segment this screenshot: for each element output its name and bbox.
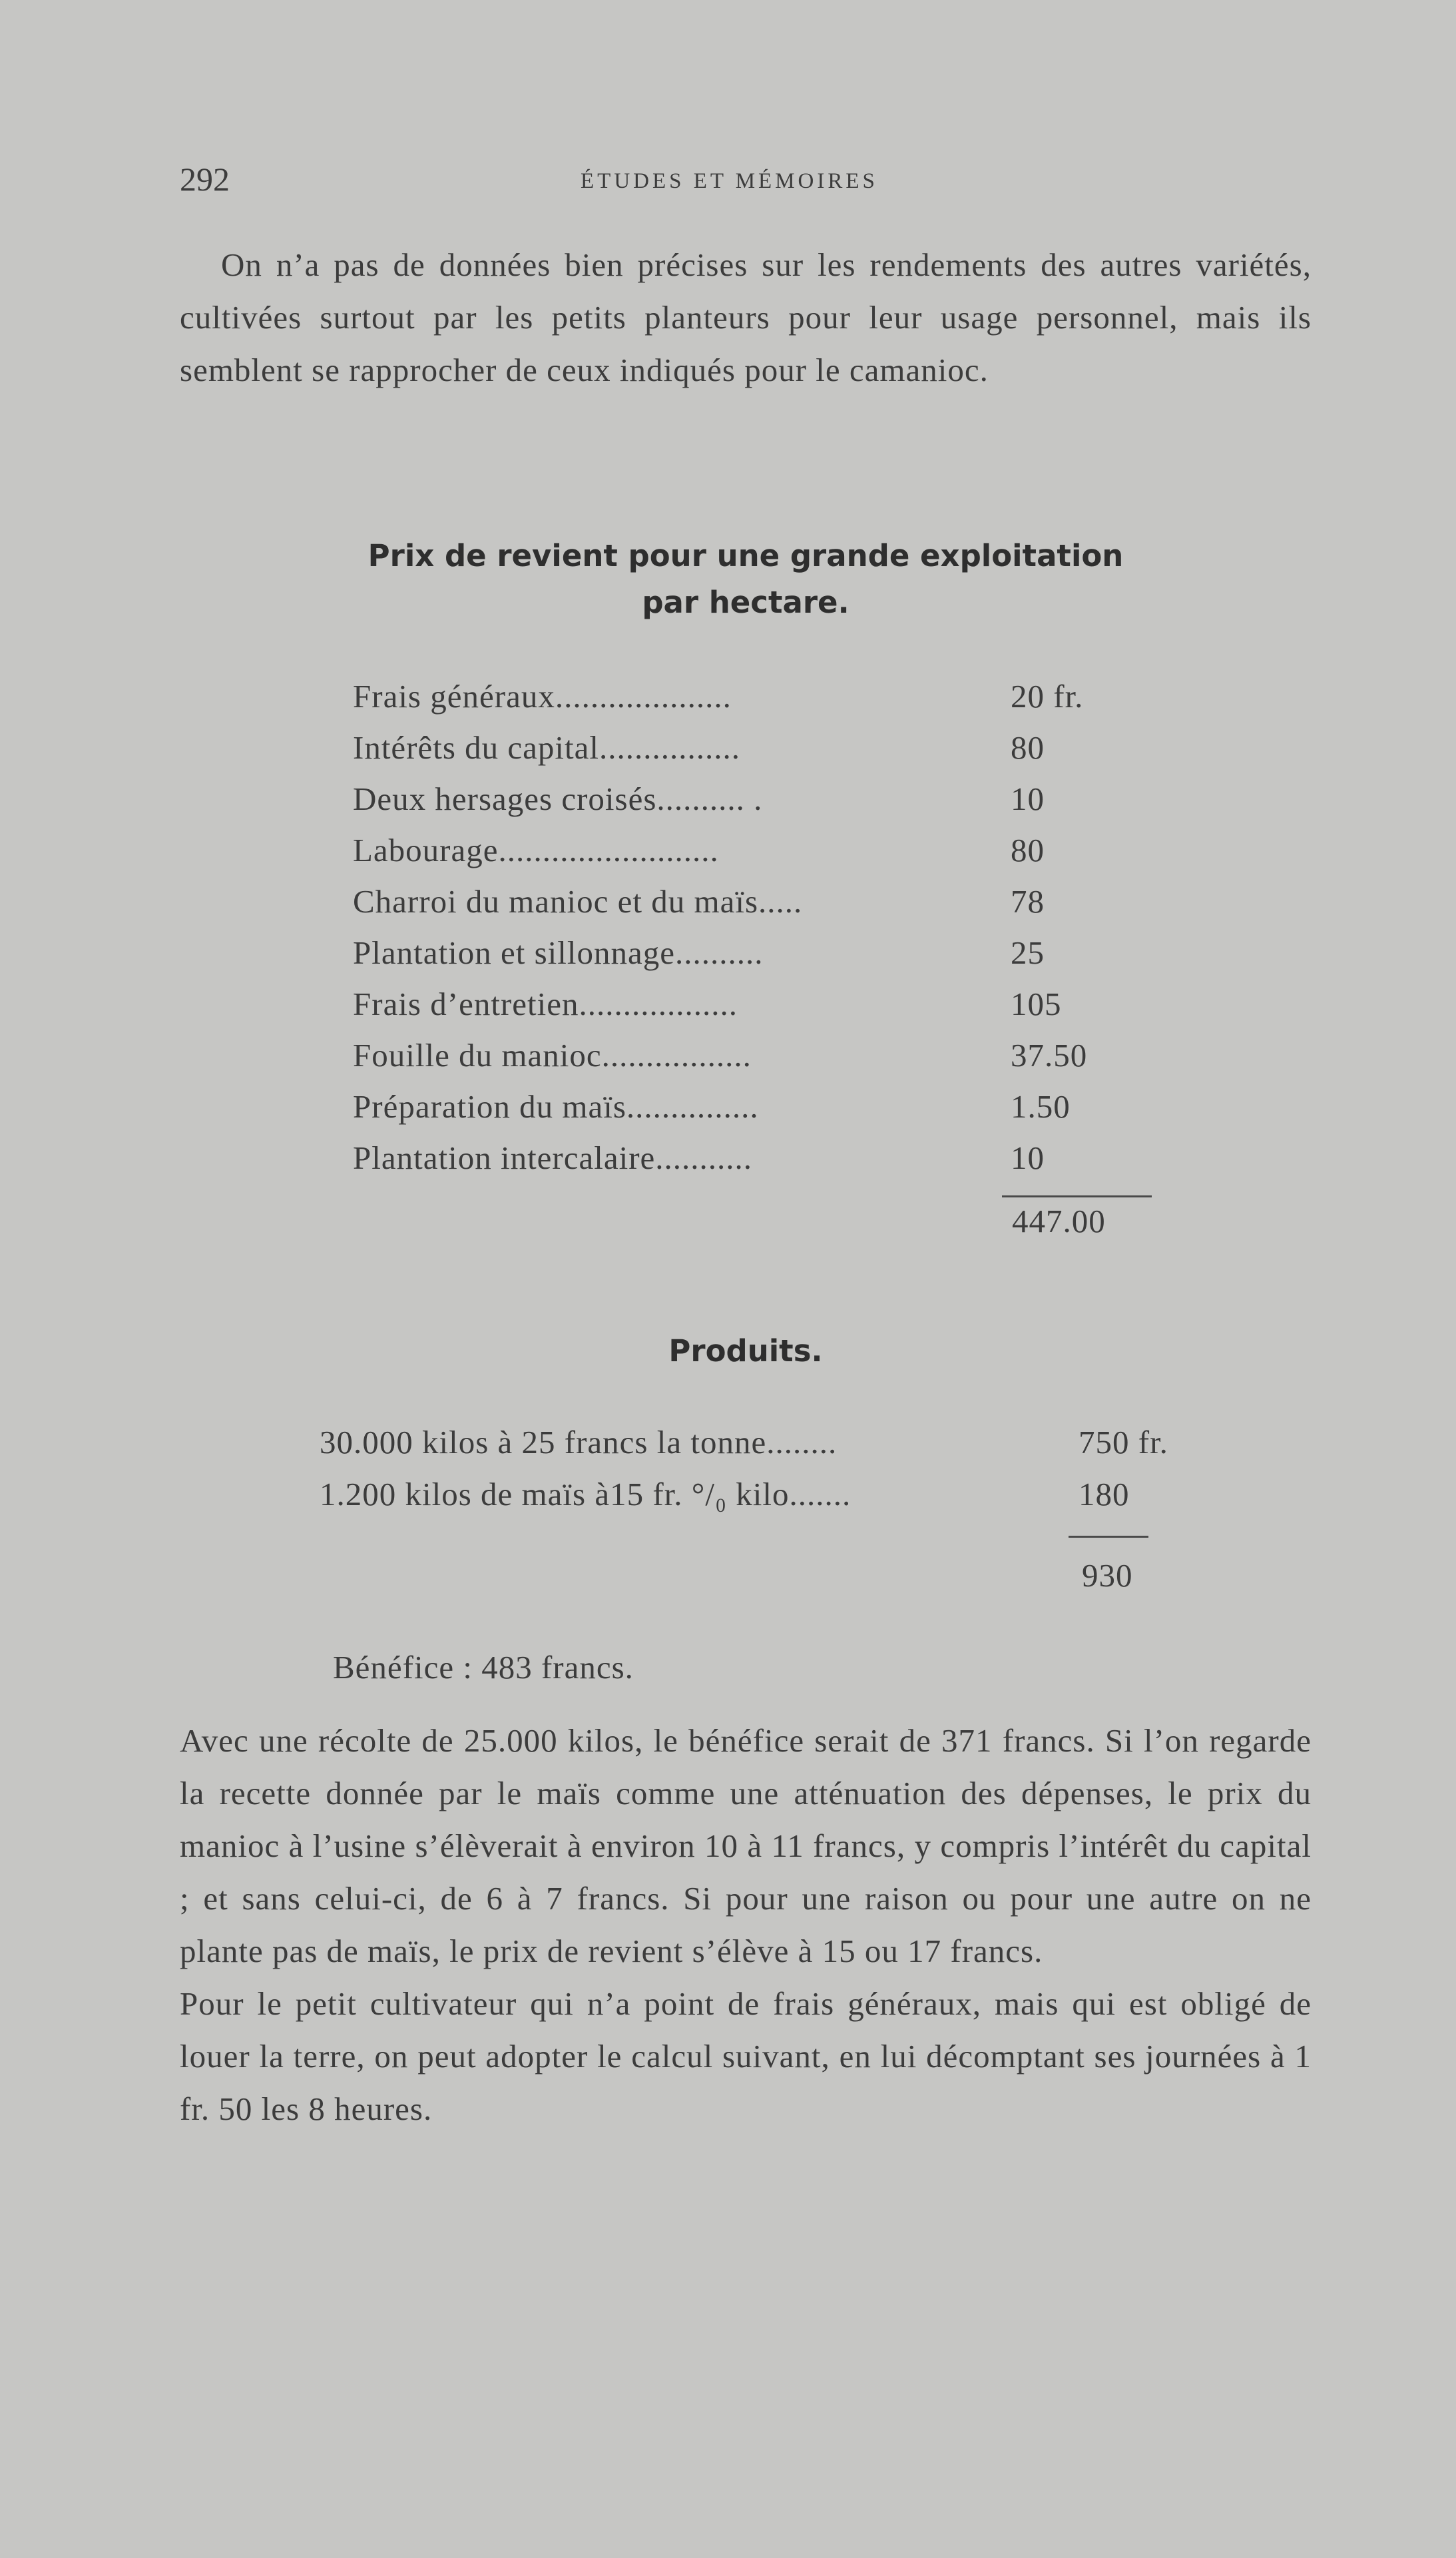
cost-row: [353, 729, 1165, 778]
cost-row: [353, 882, 1165, 932]
cost-row: [353, 985, 1165, 1034]
product-row: [320, 1423, 1252, 1472]
cost-amount: 10: [1011, 781, 1045, 817]
cost-amount: 10: [1011, 1139, 1045, 1176]
cost-label: Frais d’entretien..................: [353, 986, 738, 1022]
benefit-line: Bénéfice : 483 francs.: [333, 1649, 634, 1686]
cost-label: Labourage.........................: [353, 832, 719, 868]
cost-label: Préparation du maïs...............: [353, 1088, 759, 1125]
product-label: 1.200 kilos de maïs à15 fr. °/₀ kilo.......: [320, 1476, 851, 1512]
cost-label: Plantation et sillonnage..........: [353, 934, 764, 971]
cost-amount: 80: [1011, 729, 1045, 766]
cost-table-heading: [320, 533, 1172, 626]
cost-amount: 37.50: [1011, 1037, 1088, 1074]
cost-row: [353, 1088, 1165, 1137]
cost-amount: 80: [1011, 832, 1045, 868]
cost-label: Frais généraux....................: [353, 678, 732, 715]
products-total: 930: [1082, 1557, 1133, 1594]
cost-label: Intérêts du capital................: [353, 729, 741, 766]
cost-row: [353, 1139, 1165, 1188]
cost-amount: 25: [1011, 934, 1045, 971]
cost-amount: 1.50: [1011, 1088, 1071, 1125]
cost-row: [353, 677, 1165, 727]
product-amount: 750 fr.: [1079, 1424, 1168, 1460]
product-label: 30.000 kilos à 25 francs la tonne........: [320, 1424, 838, 1460]
running-title: ÉTUDES ET MÉMOIRES: [581, 169, 878, 193]
cost-amount: 78: [1011, 883, 1045, 920]
products-heading: Produits.: [668, 1333, 823, 1369]
products-sum-rule: [1069, 1536, 1148, 1538]
closing-paragraph-1: Avec une récolte de 25.000 kilos, le bénéfice serait de 371 francs. Si l’on regarde la recette donnée par le maïs comme une atténuation des dépenses, le prix du manioc à l’usine s’élèverait à environ 10 à 11 francs, y compris l’intérêt du capital ; et sans celui-ci, de 6 à 7 francs. Si pour une raison ou pour une autre on ne plante pas de maïs, le prix de revient s’élève à 15 ou 17 francs.: [180, 1722, 1312, 1969]
closing-text: [180, 1714, 1312, 2135]
cost-label: Deux hersages croisés.......... .: [353, 781, 763, 817]
cost-amount: 20 fr.: [1011, 678, 1084, 715]
cost-label: Plantation intercalaire...........: [353, 1139, 753, 1176]
product-row: [320, 1475, 1252, 1524]
cost-amount: 105: [1011, 986, 1062, 1022]
cost-sum-rule: [1002, 1195, 1152, 1197]
closing-paragraph-2: Pour le petit cultivateur qui n’a point de frais généraux, mais qui est obligé de louer la terre, on peut adopter le calcul suivant, en lui décomptant ses journées à 1 fr. 50 les 8 heures.: [180, 1985, 1312, 2127]
cost-row: [353, 1036, 1165, 1086]
cost-label: Charroi du manioc et du maïs.....: [353, 883, 803, 920]
cost-heading-line-1: Prix de revient pour une grande exploitation: [367, 538, 1124, 573]
cost-heading-line-2: par hectare.: [642, 585, 849, 620]
running-header: [180, 160, 912, 206]
cost-total: 447.00: [1012, 1203, 1106, 1239]
product-amount: 180: [1079, 1476, 1130, 1512]
cost-row: [353, 780, 1165, 829]
intro-paragraph: On n’a pas de données bien précises sur les rendements des autres variétés, cultivées surtout par les petits planteurs pour leur usage personnel, mais ils semblent se rapprocher de ceux indiqués pour le camanioc.: [180, 246, 1312, 388]
page-number: 292: [180, 160, 230, 198]
cost-label: Fouille du manioc.................: [353, 1037, 752, 1074]
cost-row: [353, 831, 1165, 880]
cost-row: [353, 934, 1165, 983]
